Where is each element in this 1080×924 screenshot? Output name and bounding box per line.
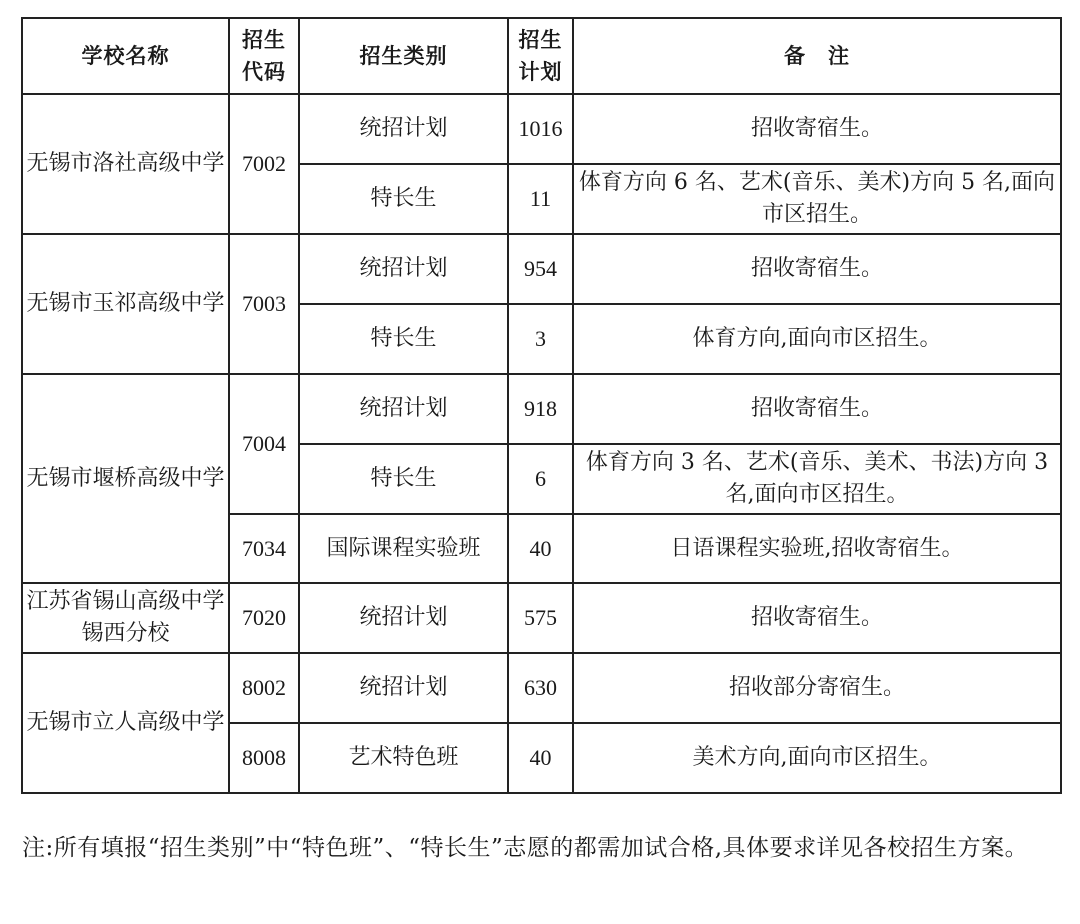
category-cell: 统招计划 xyxy=(299,653,508,723)
remark-cell: 日语课程实验班,招收寄宿生。 xyxy=(573,514,1061,583)
admission-table xyxy=(21,17,1062,794)
header-school-name: 学校名称 xyxy=(22,18,229,94)
remark-cell: 招收寄宿生。 xyxy=(573,234,1061,304)
table-row xyxy=(22,583,1061,653)
table-row xyxy=(22,374,1061,444)
school-name-cell: 无锡市立人高级中学 xyxy=(22,653,229,793)
header-enrollment-category: 招生类别 xyxy=(299,18,508,94)
table-header-row xyxy=(22,18,1061,94)
category-cell: 特长生 xyxy=(299,304,508,374)
category-cell: 艺术特色班 xyxy=(299,723,508,793)
header-remark: 备 注 xyxy=(573,18,1061,94)
school-name-cell: 江苏省锡山高级中学锡西分校 xyxy=(22,583,229,653)
category-cell: 特长生 xyxy=(299,164,508,234)
plan-cell: 918 xyxy=(508,374,573,444)
enrollment-code-cell: 8008 xyxy=(229,723,299,793)
school-name-cell: 无锡市洛社高级中学 xyxy=(22,94,229,234)
remark-cell: 招收寄宿生。 xyxy=(573,94,1061,164)
plan-cell: 6 xyxy=(508,444,573,514)
plan-cell: 11 xyxy=(508,164,573,234)
category-cell: 统招计划 xyxy=(299,234,508,304)
plan-cell: 3 xyxy=(508,304,573,374)
plan-cell: 40 xyxy=(508,514,573,583)
remark-cell: 招收寄宿生。 xyxy=(573,583,1061,653)
enrollment-code-cell: 7002 xyxy=(229,94,299,234)
remark-cell: 体育方向 3 名、艺术(音乐、美术、书法)方向 3 名,面向市区招生。 xyxy=(573,444,1061,514)
category-cell: 统招计划 xyxy=(299,583,508,653)
plan-cell: 40 xyxy=(508,723,573,793)
category-cell: 统招计划 xyxy=(299,94,508,164)
category-cell: 国际课程实验班 xyxy=(299,514,508,583)
enrollment-code-cell: 7034 xyxy=(229,514,299,583)
category-cell: 统招计划 xyxy=(299,374,508,444)
plan-cell: 1016 xyxy=(508,94,573,164)
remark-cell: 招收部分寄宿生。 xyxy=(573,653,1061,723)
table-row xyxy=(22,234,1061,304)
enrollment-code-cell: 7020 xyxy=(229,583,299,653)
category-cell: 特长生 xyxy=(299,444,508,514)
plan-cell: 575 xyxy=(508,583,573,653)
enrollment-code-cell: 8002 xyxy=(229,653,299,723)
school-name-cell: 无锡市堰桥高级中学 xyxy=(22,374,229,583)
remark-cell: 体育方向 6 名、艺术(音乐、美术)方向 5 名,面向市区招生。 xyxy=(573,164,1061,234)
remark-cell: 美术方向,面向市区招生。 xyxy=(573,723,1061,793)
header-enrollment-code: 招生 代码 xyxy=(229,18,299,94)
footnote: 注:所有填报“招生类别”中“特色班”、“特长生”志愿的都需加试合格,具体要求详见各校招生方案。 xyxy=(22,835,1029,861)
plan-cell: 630 xyxy=(508,653,573,723)
header-enrollment-plan: 招生 计划 xyxy=(508,18,573,94)
table-row xyxy=(22,94,1061,164)
remark-cell: 招收寄宿生。 xyxy=(573,374,1061,444)
remark-cell: 体育方向,面向市区招生。 xyxy=(573,304,1061,374)
enrollment-code-cell: 7003 xyxy=(229,234,299,374)
plan-cell: 954 xyxy=(508,234,573,304)
table-row xyxy=(22,653,1061,723)
enrollment-code-cell: 7004 xyxy=(229,374,299,514)
school-name-cell: 无锡市玉祁高级中学 xyxy=(22,234,229,374)
